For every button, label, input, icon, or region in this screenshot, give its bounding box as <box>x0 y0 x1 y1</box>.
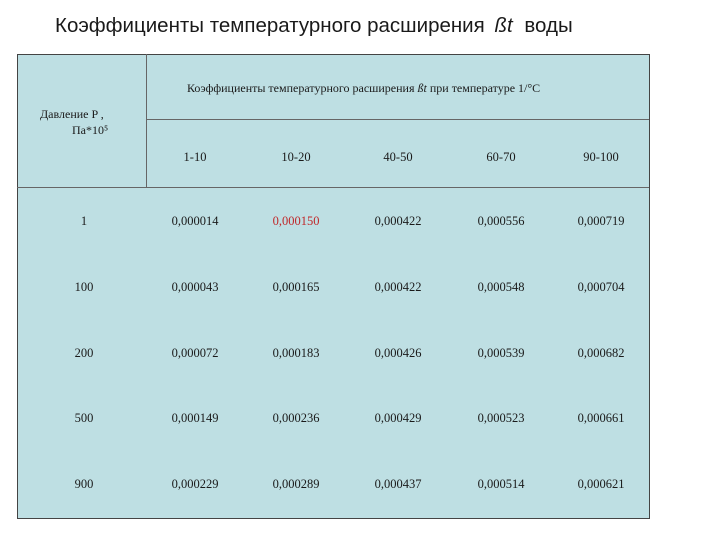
coefficient-cell: 0,000072 <box>171 346 219 360</box>
header-symbol: ßt <box>417 81 427 95</box>
row-divider <box>146 119 649 120</box>
pressure-cell: 1 <box>80 214 88 228</box>
pressure-cell: 100 <box>74 280 94 294</box>
coefficient-cell: 0,000422 <box>374 280 422 294</box>
temp-range-header: 60-70 <box>486 150 516 164</box>
coefficient-cell: 0,000165 <box>272 280 320 294</box>
temp-range-header: 1-10 <box>183 150 207 164</box>
coefficient-cell: 0,000426 <box>374 346 422 360</box>
pressure-cell: 500 <box>74 411 94 425</box>
coefficient-cell: 0,000661 <box>577 411 625 425</box>
coefficient-cell: 0,000149 <box>171 411 219 425</box>
coefficient-cell: 0,000422 <box>374 214 422 228</box>
header-unit: 1/°C <box>518 81 541 95</box>
pressure-cell: 200 <box>74 346 94 360</box>
coefficient-cell: 0,000183 <box>272 346 320 360</box>
coefficient-cell: 0,000704 <box>577 280 625 294</box>
coefficient-cell: 0,000523 <box>477 411 525 425</box>
temp-range-header: 90-100 <box>583 150 619 164</box>
coefficient-cell: 0,000150 <box>272 214 320 228</box>
pressure-label-line1: Давление P , <box>40 107 104 121</box>
coefficient-cell: 0,000229 <box>171 477 219 491</box>
coefficient-cell: 0,000429 <box>374 411 422 425</box>
pressure-column-header <box>40 106 108 138</box>
coefficient-cell: 0,000539 <box>477 346 525 360</box>
header-main <box>187 81 540 96</box>
table-frame <box>17 54 650 519</box>
pressure-cell: 900 <box>74 477 94 491</box>
coefficient-cell: 0,000719 <box>577 214 625 228</box>
temp-range-header: 40-50 <box>383 150 413 164</box>
coefficient-cell: 0,000236 <box>272 411 320 425</box>
coefficient-cell: 0,000514 <box>477 477 525 491</box>
coefficient-cell: 0,000437 <box>374 477 422 491</box>
coefficient-cell: 0,000548 <box>477 280 525 294</box>
expansion-coefficients-table <box>17 54 650 519</box>
coefficient-cell: 0,000621 <box>577 477 625 491</box>
coefficient-cell: 0,000682 <box>577 346 625 360</box>
header-prefix: Коэффициенты температурного расширения <box>187 81 415 95</box>
column-divider <box>146 54 147 187</box>
row-divider <box>17 187 649 188</box>
pressure-label-line2: Па*10⁵ <box>72 123 109 137</box>
coefficient-cell: 0,000289 <box>272 477 320 491</box>
coefficient-cell: 0,000043 <box>171 280 219 294</box>
title-suffix: воды <box>524 14 573 37</box>
temp-range-header: 10-20 <box>281 150 311 164</box>
page-title <box>55 14 573 38</box>
coefficient-cell: 0,000014 <box>171 214 219 228</box>
title-prefix: Коэффициенты температурного расширения <box>55 14 485 37</box>
title-symbol: ßt <box>494 14 513 37</box>
header-suffix: при температуре <box>429 81 516 95</box>
coefficient-cell: 0,000556 <box>477 214 525 228</box>
